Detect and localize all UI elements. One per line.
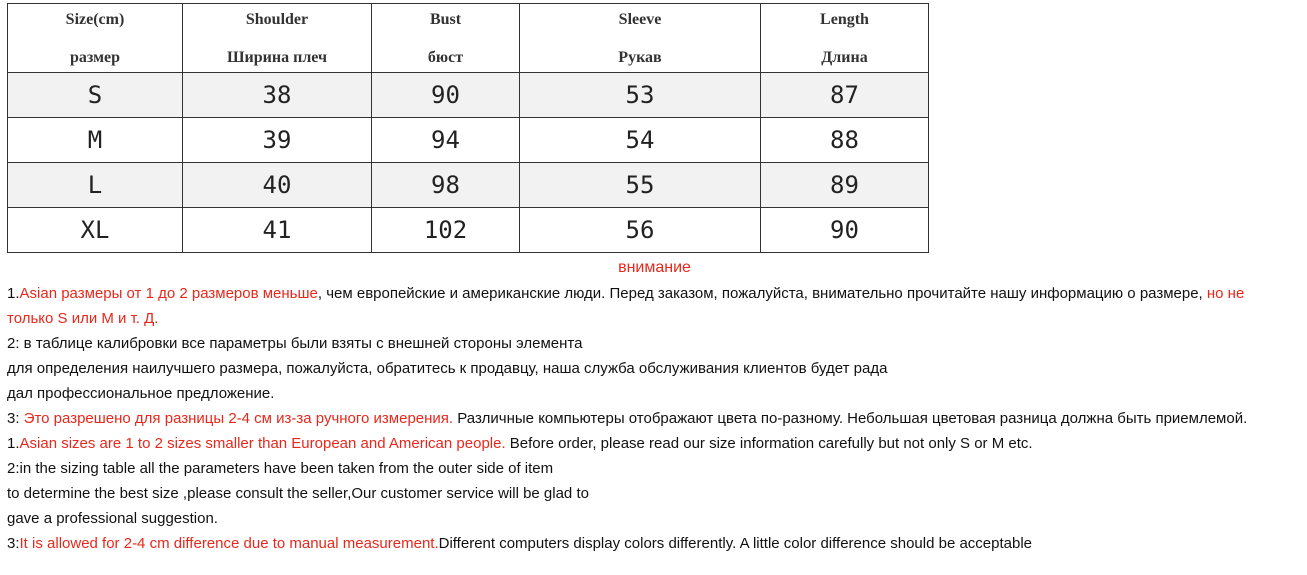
note-en-3-body: Different computers display colors differently. A little color difference should be acceptable bbox=[438, 535, 1033, 552]
note-ru-1-body: , чем европейские и американские люди. Перед заказом, пожалуйста, внимательно прочитайте нашу информацию о размере, bbox=[317, 285, 1207, 302]
header-size-ru: размер bbox=[70, 48, 120, 66]
header-length-ru: Длина bbox=[821, 48, 868, 66]
note-en-1-highlight: Asian sizes are 1 to 2 sizes smaller than European and American people. bbox=[19, 435, 506, 452]
note-ru-1-highlight-end: но не bbox=[1206, 285, 1245, 302]
note-ru-3-body: Различные компьютеры отображают цвета по-разному. Небольшая цветовая разница должна быть приемлемой. bbox=[453, 410, 1248, 427]
header-shoulder-en: Shoulder bbox=[245, 10, 309, 28]
table-header-row bbox=[8, 4, 929, 73]
note-en-1 bbox=[7, 431, 1033, 456]
cell-sleeve: 54 bbox=[520, 118, 761, 163]
header-bust bbox=[372, 4, 520, 73]
cell-size: L bbox=[8, 163, 183, 208]
cell-length: 88 bbox=[761, 118, 929, 163]
cell-size: XL bbox=[8, 208, 183, 253]
cell-bust: 102 bbox=[372, 208, 520, 253]
note-ru-3-highlight: Это разрешено для разницы 2-4 см из-за ручного измерения. bbox=[23, 410, 454, 427]
note-ru-3 bbox=[7, 406, 1247, 431]
header-bust-ru: бюст bbox=[427, 48, 464, 66]
note-ru-1-number: 1. bbox=[7, 285, 20, 302]
header-sleeve-ru: Рукав bbox=[618, 48, 662, 66]
header-shoulder bbox=[183, 4, 372, 73]
cell-size: M bbox=[8, 118, 183, 163]
cell-shoulder: 40 bbox=[183, 163, 372, 208]
cell-sleeve: 56 bbox=[520, 208, 761, 253]
cell-length: 87 bbox=[761, 73, 929, 118]
header-size-en: Size(cm) bbox=[65, 10, 125, 28]
note-ru-3-number: 3: bbox=[7, 410, 24, 427]
header-sleeve bbox=[520, 4, 761, 73]
note-en-3 bbox=[7, 531, 1032, 556]
header-length bbox=[761, 4, 929, 73]
header-sleeve-en: Sleeve bbox=[618, 10, 662, 28]
cell-sleeve: 55 bbox=[520, 163, 761, 208]
header-length-en: Length bbox=[820, 10, 869, 28]
note-en-3-number: 3: bbox=[7, 535, 20, 552]
table-row bbox=[8, 118, 929, 163]
cell-bust: 98 bbox=[372, 163, 520, 208]
note-ru-2-line-2: для определения наилучшего размера, пожалуйста, обратитесь к продавцу, наша служба обслуживания клиентов будет рада bbox=[7, 360, 888, 377]
cell-length: 89 bbox=[761, 163, 929, 208]
cell-sleeve: 53 bbox=[520, 73, 761, 118]
note-ru-1-highlight: Asian размеры от 1 до 2 размеров меньше bbox=[19, 285, 318, 302]
cell-shoulder: 41 bbox=[183, 208, 372, 253]
header-size bbox=[8, 4, 183, 73]
note-ru-2-line-3: дал профессиональное предложение. bbox=[7, 385, 275, 402]
cell-shoulder: 38 bbox=[183, 73, 372, 118]
table-row bbox=[8, 163, 929, 208]
cell-size: S bbox=[8, 73, 183, 118]
table-row bbox=[8, 208, 929, 253]
attention-title-text: внимание bbox=[618, 259, 691, 276]
note-en-1-number: 1. bbox=[7, 435, 20, 452]
header-shoulder-ru: Ширина плеч bbox=[226, 48, 328, 66]
size-chart-table bbox=[7, 3, 929, 253]
note-ru-1-line-1 bbox=[7, 281, 1244, 306]
note-en-3-highlight: It is allowed for 2-4 cm difference due to manual measurement. bbox=[19, 535, 439, 552]
note-ru-2-line-1: 2: в таблице калибровки все параметры были взяты с внешней стороны элемента bbox=[7, 335, 583, 352]
note-en-1-body: Before order, please read our size information carefully but not only S or M etc. bbox=[505, 435, 1033, 452]
cell-shoulder: 39 bbox=[183, 118, 372, 163]
note-en-2-line-2: to determine the best size ,please consult the seller,Our customer service will be glad to bbox=[7, 485, 589, 502]
note-ru-1-line-2: только S или M и т. Д. bbox=[7, 310, 159, 327]
cell-bust: 90 bbox=[372, 73, 520, 118]
attention-title bbox=[7, 256, 1302, 281]
header-bust-en: Bust bbox=[429, 10, 462, 28]
note-en-2-line-3: gave a professional suggestion. bbox=[7, 510, 218, 527]
table-row bbox=[8, 73, 929, 118]
note-en-2-line-1: 2:in the sizing table all the parameters have been taken from the outer side of item bbox=[7, 460, 554, 477]
cell-bust: 94 bbox=[372, 118, 520, 163]
cell-length: 90 bbox=[761, 208, 929, 253]
